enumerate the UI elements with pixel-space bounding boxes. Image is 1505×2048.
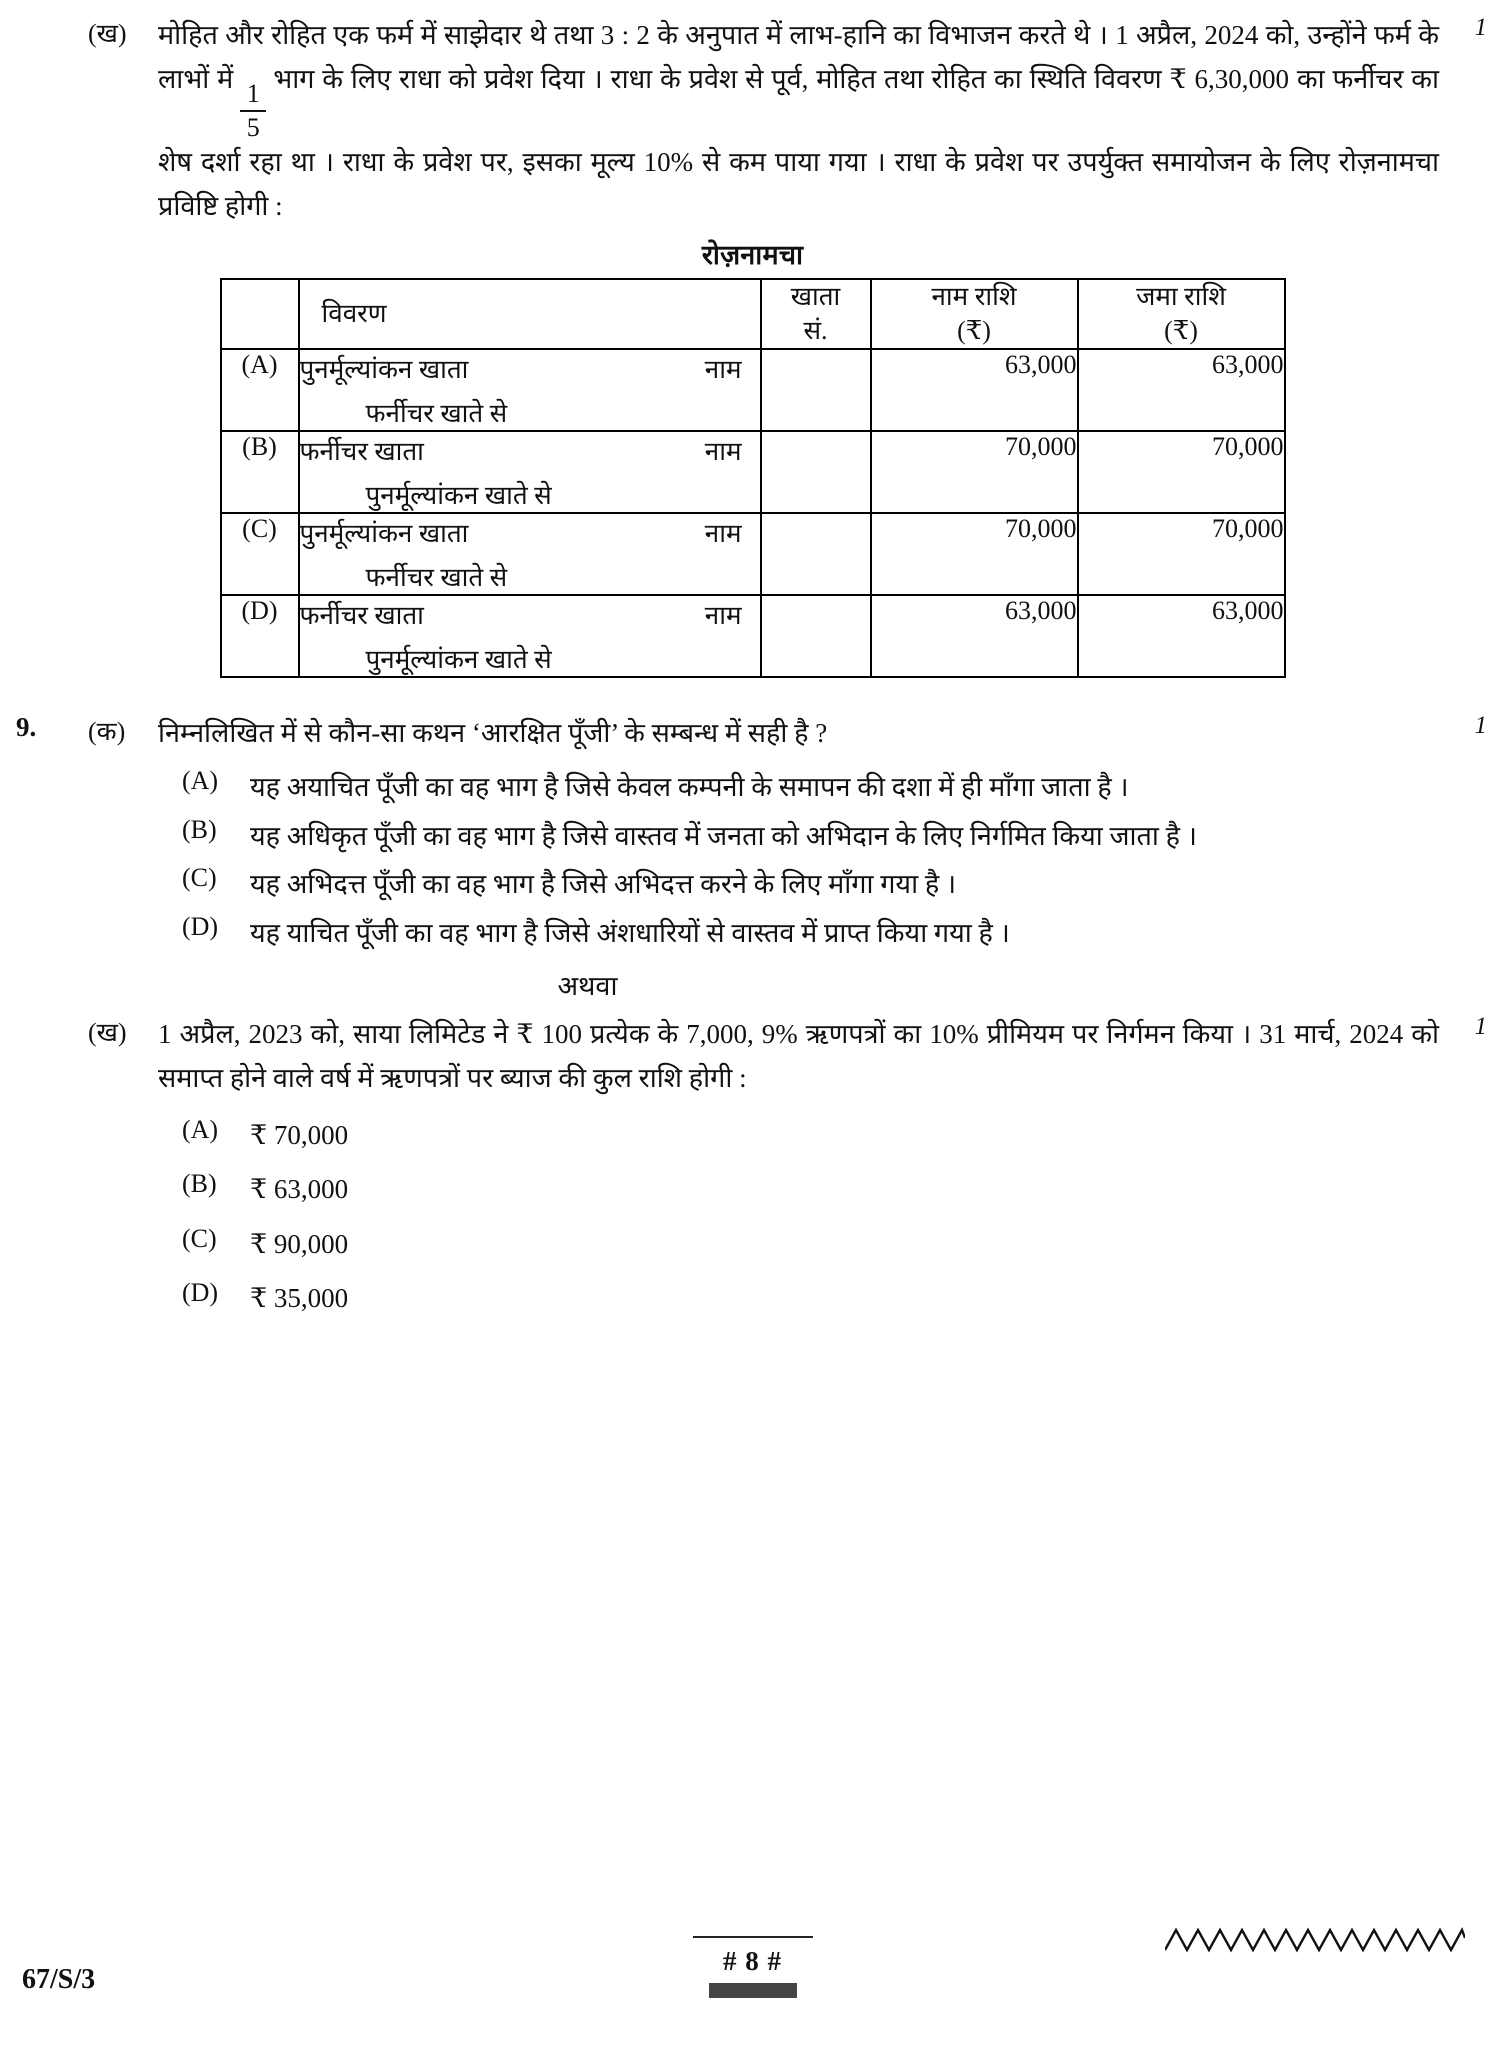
journal-header-account-no-line2: सं. [803, 315, 828, 345]
journal-row-dr-word: नाम [704, 519, 742, 549]
journal-row-account-no [761, 349, 871, 431]
journal-table [220, 278, 1286, 679]
journal-row-credit-account: पुनर्मूल्यांकन खाते से [365, 645, 552, 675]
journal-header-debit [871, 279, 1078, 350]
journal-header-debit-line1: नाम राशि [931, 281, 1017, 311]
list-item[interactable] [158, 1224, 1505, 1265]
option-text: ₹ 35,000 [250, 1283, 349, 1314]
journal-row-credit-amount: 63,000 [1078, 349, 1285, 431]
journal-header-option [221, 279, 299, 350]
journal-header-description: विवरण [299, 279, 761, 350]
journal-row-dr-word: नाम [704, 601, 742, 631]
exam-page [0, 14, 1505, 2048]
question-8b-marks: 1 [1474, 14, 1487, 41]
journal-row-debit-account: पुनर्मूल्यांकन खाता [299, 355, 469, 385]
question-8b-text [158, 14, 1445, 229]
journal-row-debit-account: पुनर्मूल्यांकन खाता [299, 519, 469, 549]
fraction-denominator: 5 [246, 113, 260, 143]
journal-row-description [299, 595, 761, 677]
list-item[interactable] [158, 1169, 1505, 1210]
question-8b-text-after-fraction: भाग के लिए राधा को प्रवेश दिया । राधा के प्रवेश से पूर्व, मोहित तथा रोहित का स्थिति विवरण ₹ 6,30,000 का फर्नीचर का शेष दर्शा रहा था । राधा के प्रवेश पर, इसका मूल्य 10% से कम पाया गया । राधा के प्रवेश पर उपर्युक्त समायोजन के लिए रोज़नामचा प्रविष्टि होगी : [158, 63, 1440, 221]
journal-row-debit-account: फर्नीचर खाता [299, 601, 424, 631]
question-9a [0, 712, 1505, 756]
journal-title: रोज़नामचा [701, 239, 804, 270]
journal-row-option: (D) [221, 595, 299, 677]
question-9b [0, 1013, 1505, 1100]
journal-row-option: (A) [221, 349, 299, 431]
question-9b-marks: 1 [1474, 1013, 1487, 1041]
option-text: यह याचित पूँजी का वह भाग है जिसे अंशधारियों से वास्तव में प्राप्त किया गया है । [250, 917, 1010, 948]
journal-row-debit-account: फर्नीचर खाता [299, 437, 424, 467]
list-item[interactable] [158, 815, 1505, 858]
journal-row-credit-account: फर्नीचर खाते से [365, 563, 508, 593]
paper-code: 67/S/3 [22, 1964, 96, 1995]
journal-row-description [299, 349, 761, 431]
list-item[interactable] [158, 1278, 1505, 1319]
list-item[interactable] [158, 863, 1505, 906]
journal-row-credit-amount: 70,000 [1078, 513, 1285, 595]
footer-rule [693, 1936, 813, 1938]
journal-row-option: (B) [221, 431, 299, 513]
wavy-line-decoration [1165, 1924, 1465, 1958]
journal-row-credit-account: पुनर्मूल्यांकन खाते से [365, 481, 552, 511]
journal-header-credit-line1: जमा राशि [1136, 281, 1226, 311]
list-item[interactable] [158, 1115, 1505, 1156]
footer-black-bar [709, 1983, 797, 1998]
journal-header-credit-line2: (₹) [1164, 315, 1198, 345]
option-label: (D) [182, 1278, 219, 1308]
journal-row-debit-amount: 63,000 [871, 595, 1078, 677]
journal-row-debit-amount: 63,000 [871, 349, 1078, 431]
journal-header-credit [1078, 279, 1285, 350]
question-9b-part-label: (ख) [88, 1018, 127, 1048]
option-text: यह अभिदत्त पूँजी का वह भाग है जिसे अभिदत्त करने के लिए माँगा गया है । [250, 869, 957, 900]
journal-row-account-no [761, 595, 871, 677]
table-row[interactable] [221, 431, 1285, 513]
page-marker [693, 1936, 813, 1998]
page-footer [0, 1924, 1505, 2014]
journal-row-description [299, 513, 761, 595]
option-text: यह अधिकृत पूँजी का वह भाग है जिसे वास्तव में जनता को अभिदान के लिए निर्गमित किया जाता है । [250, 820, 1197, 851]
question-9a-options [0, 766, 1505, 955]
journal-header-account-no [761, 279, 871, 350]
option-label: (D) [182, 911, 219, 941]
fraction-one-fifth [240, 81, 266, 141]
table-row[interactable] [221, 513, 1285, 595]
journal-row-account-no [761, 513, 871, 595]
journal-row-dr-word: नाम [704, 437, 742, 467]
table-row[interactable] [221, 349, 1285, 431]
journal-row-debit-amount: 70,000 [871, 513, 1078, 595]
journal-row-credit-amount: 70,000 [1078, 431, 1285, 513]
option-label: (A) [182, 1114, 219, 1144]
question-9a-part-label: (क) [88, 717, 126, 747]
journal-header-account-no-line1: खाता [790, 281, 841, 311]
fraction-bar [240, 110, 266, 112]
question-9a-marks: 1 [1474, 712, 1487, 740]
question-8b [0, 14, 1505, 229]
page-number: # 8 # [723, 1946, 782, 1976]
option-text: ₹ 90,000 [250, 1228, 349, 1259]
option-label: (B) [182, 1169, 217, 1199]
journal-row-debit-amount: 70,000 [871, 431, 1078, 513]
question-9b-options [0, 1115, 1505, 1319]
table-row[interactable] [221, 595, 1285, 677]
option-label: (C) [182, 1223, 217, 1253]
option-text: यह अयाचित पूँजी का वह भाग है जिसे केवल कम्पनी के समापन की दशा में ही माँगा जाता है । [250, 771, 1129, 802]
journal-row-account-no [761, 431, 871, 513]
journal-header-row [221, 279, 1285, 350]
journal-row-credit-amount: 63,000 [1078, 595, 1285, 677]
journal-row-description [299, 431, 761, 513]
list-item[interactable] [158, 766, 1505, 809]
question-9-number: 9. [16, 712, 37, 743]
option-label: (A) [182, 765, 219, 795]
question-8b-part-label: (ख) [88, 19, 127, 48]
journal-row-option: (C) [221, 513, 299, 595]
option-text: ₹ 63,000 [250, 1174, 349, 1205]
fraction-numerator: 1 [246, 79, 260, 109]
question-9a-stem: निम्नलिखित में से कौन-सा कथन ‘आरक्षित पूँजी’ के सम्बन्ध में सही है ? [158, 718, 828, 749]
journal-row-credit-account: फर्नीचर खाते से [365, 399, 508, 429]
option-label: (B) [182, 814, 217, 844]
or-separator: अथवा [557, 971, 618, 1002]
option-label: (C) [182, 863, 217, 893]
journal-header-debit-line2: (₹) [957, 315, 991, 345]
journal-row-dr-word: नाम [704, 355, 742, 385]
question-8b-text-before-fraction: मोहित और रोहित एक फर्म में साझेदार थे तथा 3 : 2 के अनुपात में लाभ-हानि का विभाजन करते थे । 1 अप्रैल, 2024 को, उन्होंने फर्म के लाभों में [158, 20, 1439, 94]
question-9b-stem: 1 अप्रैल, 2023 को, साया लिमिटेड ने ₹ 100 प्रत्येक के 7,000, 9% ऋणपत्रों का 10% प्रीमियम पर निर्गमन किया । 31 मार्च, 2024 को समाप्त होने वाले वर्ष में ऋणपत्रों पर ब्याज की कुल राशि होगी : [158, 1019, 1439, 1094]
option-text: ₹ 70,000 [250, 1119, 349, 1150]
list-item[interactable] [158, 912, 1505, 955]
